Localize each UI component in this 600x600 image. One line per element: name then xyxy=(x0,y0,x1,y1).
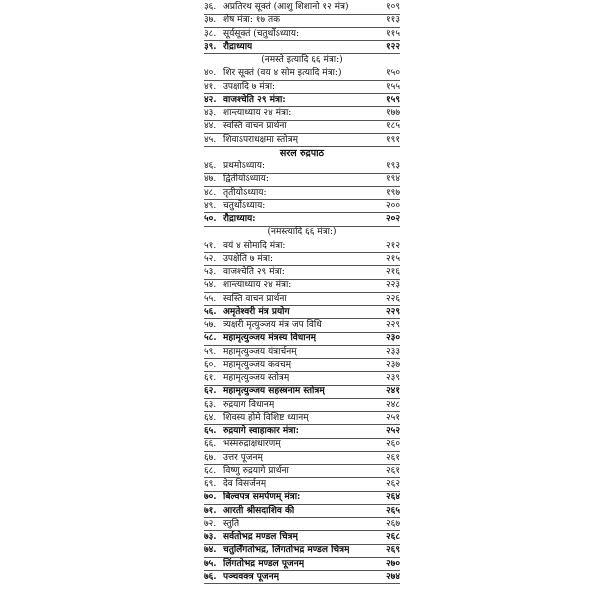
entry-title: तृतीयोऽध्याय: xyxy=(223,187,267,198)
entry-page-number: १९३ xyxy=(385,161,400,171)
entry-number: ३६. xyxy=(204,2,217,12)
entry-page-number: २७४ xyxy=(385,571,400,582)
toc-entry xyxy=(204,518,400,532)
toc-entry xyxy=(204,412,400,426)
entry-page-number: २७० xyxy=(385,558,400,569)
entry-number: ६९. xyxy=(204,479,217,489)
entry-number: ५१. xyxy=(204,240,217,251)
entry-page-number: १८५ xyxy=(385,121,400,132)
entry-title: महामृत्युञ्जय यंत्रार्चनम् xyxy=(223,346,297,357)
entry-number: ५०. xyxy=(204,214,217,224)
entry-page-number: १५९ xyxy=(385,94,400,105)
toc-entry xyxy=(204,266,400,280)
entry-page-number: २५२ xyxy=(385,426,400,436)
entry-page-number: १२२ xyxy=(385,41,400,52)
toc-entry xyxy=(204,346,400,360)
entry-number: ५४. xyxy=(204,280,217,291)
entry-number: ४२. xyxy=(204,94,217,105)
toc-entry xyxy=(204,67,400,81)
entry-page-number: १९४ xyxy=(385,174,400,185)
entry-title: चतुर्थोऽध्याय: xyxy=(223,200,266,211)
toc-entry xyxy=(204,306,400,320)
entry-title: वाजश्चेति २९ मंत्रा: xyxy=(223,267,285,277)
entry-number: ७२. xyxy=(204,518,217,529)
entry-title: महामृत्युञ्जय मंत्रस्य विधानम् xyxy=(223,333,317,344)
entry-number: ६०. xyxy=(204,359,217,370)
entry-number: ७६. xyxy=(204,571,217,582)
entry-title: सर्वतोभद्र मण्डल चित्रम् xyxy=(223,532,298,542)
entry-title: महामृत्युञ्जय सहस्त्रनाम स्तोत्रम् xyxy=(223,386,325,397)
toc-entry xyxy=(204,120,400,134)
entry-page-number: २३० xyxy=(385,333,400,344)
toc-entry xyxy=(204,319,400,333)
entry-page-number: १५५ xyxy=(385,81,400,92)
entry-title: उपक्षेति ७ मंत्रा: xyxy=(223,253,274,264)
toc-entry xyxy=(204,465,400,479)
toc-entry xyxy=(204,94,400,108)
entry-number: ६७. xyxy=(204,452,217,463)
section-heading: सरल रुद्रपाठ xyxy=(279,147,325,159)
entry-page-number: २६२ xyxy=(385,479,400,489)
toc-entry xyxy=(204,425,400,439)
entry-number: ४३. xyxy=(204,108,217,118)
entry-page-number: २२९ xyxy=(385,306,400,317)
entry-number: ५६. xyxy=(204,306,217,317)
toc-entry xyxy=(204,28,400,42)
entry-page-number: २६४ xyxy=(385,492,400,503)
toc-entry xyxy=(204,491,400,505)
entry-number: ६६. xyxy=(204,439,217,450)
entry-number: ४४. xyxy=(204,121,217,132)
entry-number: ७१. xyxy=(204,505,217,516)
entry-page-number: २६९ xyxy=(385,545,400,556)
toc-entry xyxy=(204,399,400,413)
section-note: (नमस्त्यादि ६६ मंत्रा:) xyxy=(267,227,337,238)
entry-page-number: २६१ xyxy=(385,465,400,476)
toc-entry xyxy=(204,173,400,187)
toc-entry xyxy=(204,200,400,214)
entry-number: ४७. xyxy=(204,174,217,185)
entry-number: ६८. xyxy=(204,465,217,476)
entry-page-number: १७७ xyxy=(385,108,400,118)
entry-title: स्वस्ति वाचन प्रार्थना xyxy=(223,293,287,304)
entry-title: स्तुति xyxy=(223,518,240,529)
entry-number: ७३. xyxy=(204,532,217,542)
entry-number: ४५. xyxy=(204,134,217,145)
toc-entry xyxy=(204,558,400,572)
entry-page-number: २६८ xyxy=(385,532,400,542)
entry-page-number: २४८ xyxy=(385,399,400,410)
toc-entry xyxy=(204,332,400,346)
entry-number: ३९. xyxy=(204,41,217,52)
entry-number: ६५. xyxy=(204,426,217,436)
entry-title: चतुर्लिंगतोभद्र, लिंगतोभद्र मण्डल चित्रम् xyxy=(223,545,350,556)
entry-title: शेष मंत्रा: १७ तक xyxy=(223,15,281,26)
entry-title: शिर सूक्तं (वय ४ सोम इत्यादि मंत्रा:) xyxy=(223,68,342,79)
toc-entry xyxy=(204,505,400,519)
toc-entry xyxy=(204,1,400,15)
toc-entry xyxy=(204,531,400,545)
entry-number: ४९. xyxy=(204,200,217,211)
entry-page-number: १९१ xyxy=(385,134,400,145)
entry-title: उत्तर पूजनम् xyxy=(223,452,263,463)
entry-title: देव विसर्जनम् xyxy=(223,479,267,489)
entry-number: ६४. xyxy=(204,412,217,423)
entry-title: रुद्रयागे स्वाहाकार मंत्रा: xyxy=(223,426,299,436)
entry-title: लिंगतोभद्र मण्डल पूजनम् xyxy=(223,558,305,569)
entry-title: शान्त्याध्याय २४ मंत्रा: xyxy=(223,108,292,118)
entry-page-number: २५१ xyxy=(385,412,400,423)
toc-entry xyxy=(204,14,400,28)
entry-page-number: २१२ xyxy=(385,240,400,251)
toc-entry xyxy=(204,293,400,307)
entry-title: आरती श्रीसदाशिव की xyxy=(223,505,295,516)
entry-page-number: ११५ xyxy=(385,28,400,39)
entry-title: बिल्वपत्र समर्पणम् मंत्रा: xyxy=(223,492,301,503)
toc-entry xyxy=(204,372,400,386)
entry-page-number: २३७ xyxy=(385,359,400,370)
toc-entry xyxy=(204,160,400,174)
entry-page-number: २०० xyxy=(385,200,400,211)
row-divider xyxy=(204,583,400,584)
toc-entry xyxy=(204,240,400,254)
toc-entry xyxy=(204,452,400,466)
entry-page-number: ११३ xyxy=(385,15,400,26)
entry-title: रौद्राध्याय: xyxy=(223,214,256,224)
entry-page-number: २३३ xyxy=(385,346,400,357)
entry-title: सूर्यसूक्तं (चतुर्थोऽध्याय: xyxy=(223,28,300,39)
entry-number: ५२. xyxy=(204,253,217,264)
entry-page-number: २०२ xyxy=(385,214,400,224)
entry-number: ६२. xyxy=(204,386,217,397)
entry-title: अप्रतिरथ सूक्तं (आशु शिशानो १२ मंत्र) xyxy=(223,2,349,12)
entry-title: महामृत्युञ्जय कवचम् xyxy=(223,359,291,370)
entry-page-number: २६० xyxy=(385,439,400,450)
entry-page-number: २३९ xyxy=(385,373,400,383)
entry-number: ३७. xyxy=(204,15,217,26)
entry-number: ४१. xyxy=(204,81,217,92)
toc-entry xyxy=(204,279,400,293)
entry-title: शिवस्य होमे विशिष्ट ध्यानम् xyxy=(223,412,309,423)
entry-title: वयं ४ सोमादि मंत्रा: xyxy=(223,240,286,251)
entry-title: विष्णु रुद्रयागे प्रार्थना xyxy=(223,465,289,476)
entry-page-number: २२६ xyxy=(385,293,400,304)
entry-page-number: २१६ xyxy=(385,267,400,277)
entry-title: महामृत्युञ्जय स्तोत्रम् xyxy=(223,373,290,383)
entry-page-number: १०९ xyxy=(385,2,400,12)
entry-number: ३८. xyxy=(204,28,217,39)
entry-title: प्रथमोऽध्याय: xyxy=(223,161,265,171)
toc-entry xyxy=(204,438,400,452)
entry-page-number: २६७ xyxy=(385,518,400,529)
entry-number: ६३. xyxy=(204,399,217,410)
entry-number: ७५. xyxy=(204,558,217,569)
entry-number: ४८. xyxy=(204,187,217,198)
toc-entry xyxy=(204,544,400,558)
entry-title: शान्त्याध्याय २४ मंत्रा: xyxy=(223,280,292,291)
toc-entry xyxy=(204,385,400,399)
entry-title: शिवाऽपराधक्षमा स्तोत्रम् xyxy=(223,134,298,145)
entry-page-number: १५० xyxy=(385,68,400,79)
entry-number: ७४. xyxy=(204,545,217,556)
entry-title: उपक्षादि ७ मंत्रा: xyxy=(223,81,276,92)
toc-entry xyxy=(204,478,400,492)
entry-page-number: २२९ xyxy=(385,320,400,330)
entry-title: वाजश्चेति २९ मंत्रा: xyxy=(223,94,286,105)
entry-title: त्र्यक्षरी मृत्युञ्जय मंत्र जप विधि xyxy=(223,320,322,330)
toc-entry xyxy=(204,571,400,585)
toc-entry xyxy=(204,134,400,148)
entry-title: द्वितीयोऽध्याय: xyxy=(223,174,269,185)
entry-number: ५९. xyxy=(204,346,217,357)
section-note: (नमस्ते इत्यादि ६६ मंत्रा:) xyxy=(261,55,343,65)
entry-title: अमृतेश्वरी मंत्र प्रयोग xyxy=(223,306,290,317)
entry-page-number: २१५ xyxy=(385,253,400,264)
toc-entry xyxy=(204,213,400,227)
entry-page-number: २६५ xyxy=(385,505,400,516)
entry-title: स्वस्ति वाचन प्रार्थना xyxy=(223,121,287,132)
entry-number: ५३. xyxy=(204,267,217,277)
entry-title: भस्मरुद्राक्षधारणम् xyxy=(223,439,281,450)
entry-number: ६१. xyxy=(204,373,217,383)
toc-entry xyxy=(204,81,400,95)
entry-number: ५७. xyxy=(204,320,217,330)
entry-title: रुद्रयाग विधानम् xyxy=(223,399,275,410)
toc-entry xyxy=(204,187,400,201)
entry-page-number: २४१ xyxy=(385,386,400,397)
toc-entry xyxy=(204,41,400,55)
entry-number: ५८. xyxy=(204,333,217,344)
toc-entry xyxy=(204,253,400,267)
entry-title: रौद्राध्याय xyxy=(223,41,253,52)
entry-page-number: २२३ xyxy=(385,280,400,291)
entry-number: ४०. xyxy=(204,68,217,79)
entry-page-number: १९७ xyxy=(385,187,400,198)
entry-number: ५५. xyxy=(204,293,217,304)
entry-number: ७०. xyxy=(204,492,217,503)
entry-page-number: २६१ xyxy=(385,452,400,463)
toc-entry xyxy=(204,359,400,373)
entry-title: पञ्चवक्त्र पूजनम् xyxy=(223,571,279,582)
toc-entry xyxy=(204,107,400,121)
entry-number: ४६. xyxy=(204,161,217,171)
